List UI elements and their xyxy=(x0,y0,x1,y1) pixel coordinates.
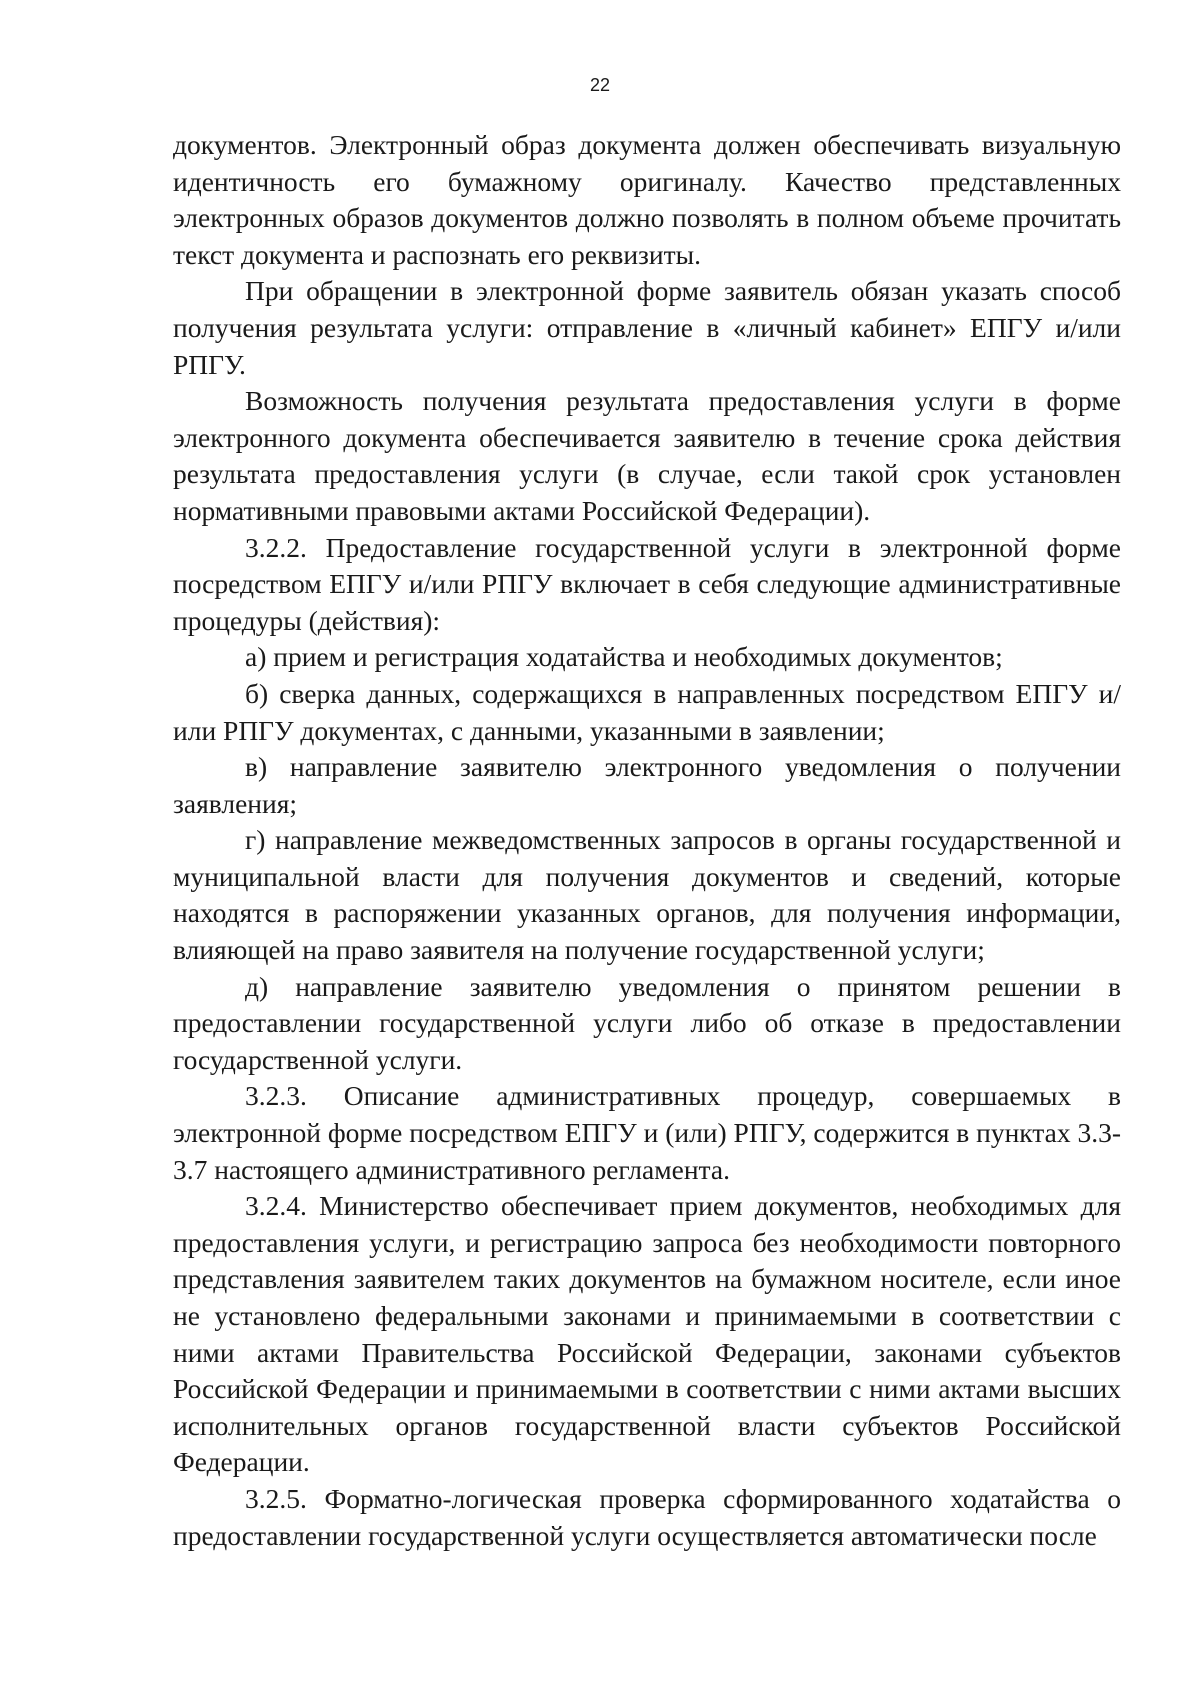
page-number: 22 xyxy=(589,75,611,95)
list-item: г) направление межведомственных запросов в органы государственной и муниципальной власти для получения документов и сведений, которые находятся в распоряжении указанных органов, для получения информации, влияющей на право заявителя на получение государственной услуги; xyxy=(173,824,1121,966)
list-item: в) направление заявителю электронного уведомления о получении заявления; xyxy=(173,751,1121,819)
list-item: б) сверка данных, содержащихся в направленных посредством ЕПГУ и/или РПГУ документах, с данными, указанными в заявлении; xyxy=(173,677,1121,746)
paragraph: 3.2.3. Описание административных процедур, совершаемых в электронной форме посредством ЕПГУ и (или) РПГУ, содержится в пунктах 3.3-3.7 настоящего административного регламента. xyxy=(173,1080,1122,1185)
list-item: д) направление заявителю уведомления о принятом решении в предоставлении государственной услуги либо об отказе в предоставлении государственной услуги. xyxy=(173,970,1121,1075)
document-body xyxy=(173,127,1121,1554)
paragraph: 3.2.2. Предоставление государственной услуги в электронной форме посредством ЕПГУ и/или РПГУ включает в себя следующие административные процедуры (действия): xyxy=(173,531,1121,636)
paragraph: 3.2.4. Министерство обеспечивает прием документов, необходимых для предоставления услуги, и регистрацию запроса без необходимости повторного представления заявителем таких документов на бумажном носителе, если иное не установлено федеральными законами и принимаемыми в соответствии с ними актами Правительства Российской Федерации, законами субъектов Российской Федерации и принимаемыми в соответствии с ними актами высших исполнительных органов государственной власти субъектов Российской Федерации. xyxy=(173,1190,1121,1478)
paragraph: 3.2.5. Форматно-логическая проверка сформированного ходатайства о предоставлении государственной услуги осуществляется автоматически после xyxy=(173,1482,1121,1551)
paragraph: Возможность получения результата предоставления услуги в форме электронного документа обеспечивается заявителю в течение срока действия результата предоставления услуги (в случае, если такой срок установлен нормативными правовыми актами Российской Федерации). xyxy=(173,385,1121,526)
paragraph: При обращении в электронной форме заявитель обязан указать способ получения результата услуги: отправление в «личный кабинет» ЕПГУ и/или РПГУ. xyxy=(173,275,1121,380)
list-item: а) прием и регистрация ходатайства и необходимых документов; xyxy=(245,641,1003,673)
paragraph: документов. Электронный образ документа должен обеспечивать визуальную идентичность его бумажному оригиналу. Качество представленных электронных образов документов должно позволять в полном объеме прочитать текст документа и распознать его реквизиты. xyxy=(173,129,1121,270)
